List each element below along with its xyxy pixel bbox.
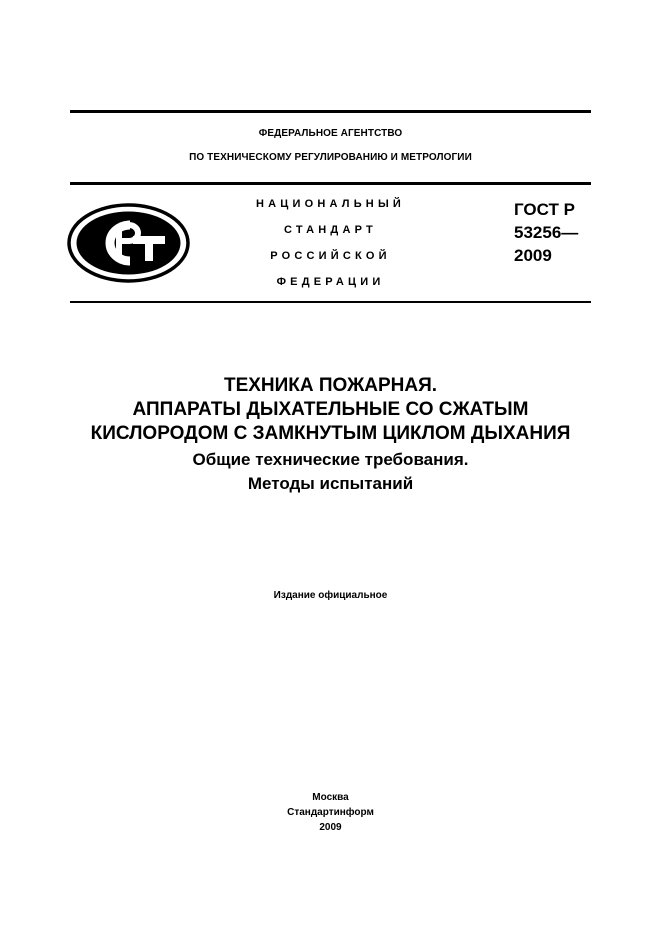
- national-line-4: ФЕДЕРАЦИИ: [276, 276, 385, 288]
- imprint-city: Москва: [312, 792, 349, 803]
- national-line-2: СТАНДАРТ: [284, 224, 377, 236]
- edition-note: Издание официальное: [273, 590, 388, 601]
- document-subtitle-line-1: Общие технические требования.: [192, 450, 469, 469]
- agency-name-line-1: ФЕДЕРАЛЬНОЕ АГЕНТСТВО: [258, 128, 403, 139]
- document-title-line-2: АППАРАТЫ ДЫХАТЕЛЬНЫЕ СО СЖАТЫМ: [132, 399, 529, 420]
- document-subtitle-line-2: Методы испытаний: [247, 474, 414, 493]
- standard-designation-line-1: ГОСТ Р: [514, 200, 575, 219]
- standard-designation-line-3: 2009: [514, 246, 552, 265]
- document-title-line-3: КИСЛОРОДОМ С ЗАМКНУТЫМ ЦИКЛОМ ДЫХАНИЯ: [90, 423, 571, 444]
- document-title-line-1: ТЕХНИКА ПОЖАРНАЯ.: [223, 375, 438, 396]
- agency-name-line-2: ПО ТЕХНИЧЕСКОМУ РЕГУЛИРОВАНИЮ И МЕТРОЛОГИИ: [189, 152, 472, 163]
- imprint-publisher: Стандартинформ: [287, 807, 374, 818]
- rst-logo-icon: [67, 203, 190, 283]
- bottom-rule: [70, 301, 591, 303]
- standard-designation-line-2: 53256—: [514, 223, 579, 242]
- national-line-3: РОССИЙСКОЙ: [270, 250, 391, 262]
- middle-rule: [70, 182, 591, 185]
- top-rule: [70, 110, 591, 113]
- national-line-1: НАЦИОНАЛЬНЫЙ: [255, 198, 406, 210]
- imprint-year: 2009: [319, 822, 342, 833]
